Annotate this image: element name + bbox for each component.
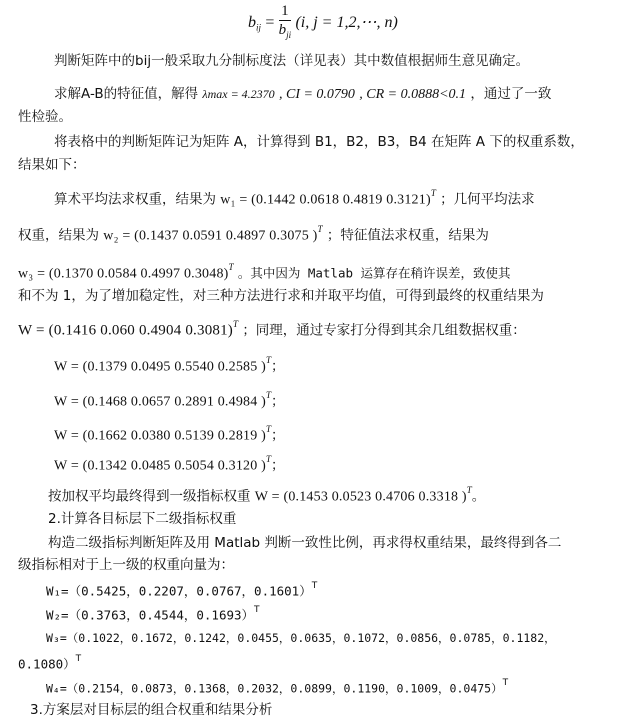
w2-list: W₂=（0.3763，0.4544，0.1693）$^T$ (46, 605, 260, 623)
w-final-vector: W = (0.1416 0.060 0.4904 0.3081) (18, 322, 233, 339)
formula-fraction (279, 2, 292, 44)
paragraph-6: w₃ = (0.1370 0.0584 0.4997 0.3048)$^T$ 。其中因为 Matlab 运算存在稍许误差，致使其 (18, 262, 511, 282)
w1-vector: w₁ = (0.1442 0.0618 0.4819 0.3121) (220, 192, 431, 208)
paragraph-3: 将表格中的判断矩阵记为矩阵 A，计算得到 B1，B2，B3，B4 在矩阵 A 下的权重系数， (54, 134, 584, 150)
lambda-max: λmax = 4.2370 (202, 87, 275, 101)
paragraph-8: W = (0.1416 0.060 0.4904 0.3081)$^T$ ；同理，通过专家打分得到其余几组数据权重： (18, 319, 526, 339)
paragraph-2-cont: 性检验。 (18, 109, 72, 125)
paragraph-1: 判断矩阵中的bij一般采取九分制标度法（详见表）其中数值根据师生意见确定。 (54, 53, 530, 69)
paragraph-2: 求解A-B的特征值，解得 λmax = 4.2370 , CI = 0.0790 , CR = 0.0888<0.1 ，通过了一致 (54, 86, 552, 102)
w3-vector: w₃ = (0.1370 0.0584 0.4997 0.3048) (18, 266, 229, 282)
formula-denominator: $b_{ji}$ (278, 22, 292, 40)
w-primary-vector: W = (0.1453 0.0523 0.4706 0.3318 ) (254, 489, 467, 505)
w1-list: W₁=（0.5425，0.2207，0.0767，0.1601）$^T$ (46, 581, 318, 599)
w-row-2: W = (0.1468 0.0657 0.2891 0.4984 )$^T$； (54, 390, 285, 410)
w4-list: W₄=（0.2154，0.0873，0.1368，0.2032，0.0899，0.1190，0.1009，0.0475）$^T$ (46, 678, 509, 696)
section-heading-3: 3.方案层对目标层的组合权重和结果分析 (30, 702, 273, 718)
paragraph-10-cont: 级指标相对于上一级的权重向量为： (18, 557, 234, 573)
w-row-4: W = (0.1342 0.0485 0.5054 0.3120 )$^T$； (54, 454, 285, 474)
w3-list-cont: 0.1080）$^T$ (18, 654, 82, 672)
paragraph-3-cont: 结果如下： (18, 157, 86, 173)
w2-vector: w₂ = (0.1437 0.0591 0.4897 0.3075 ) (103, 228, 318, 244)
ci-value: , CI = 0.0790 (278, 87, 355, 102)
paragraph-4: 算术平均法求权重，结果为 w₁ = (0.1442 0.0618 0.4819 0.3121)$^T$ ；几何平均法求 (54, 188, 535, 208)
paragraph-10: 构造二级指标判断矩阵及用 Matlab 判断一致性比例，再求得权重结果，最终得到各二 (48, 535, 562, 551)
formula-eq: = (265, 14, 275, 31)
formula-condition: (i, j = 1,2,⋯, n) (295, 14, 398, 31)
w3-list: W₃=（0.1022，0.1672，0.1242，0.0455，0.0635，0.1072，0.0856，0.0785，0.1182， (46, 631, 556, 645)
paragraph-9: 按加权平均最终得到一级指标权重 W = (0.1453 0.0523 0.4706 0.3318 )$^T$。 (48, 485, 486, 505)
formula-lhs: b (248, 14, 256, 31)
section-heading-2: 2.计算各目标层下二级指标权重 (48, 511, 237, 527)
formula-numerator: 1 (279, 2, 292, 21)
formula-bij (248, 2, 398, 44)
paragraph-5: 权重，结果为 w₂ = (0.1437 0.0591 0.4897 0.3075 )$^T$ ；特征值法求权重，结果为 (18, 224, 489, 244)
w-row-3: W = (0.1662 0.0380 0.5139 0.2819 )$^T$； (54, 424, 285, 444)
paragraph-7: 和不为 1，为了增加稳定性，对三种方法进行求和并取平均值，可得到最终的权重结果为 (18, 288, 544, 304)
w-row-1: W = (0.1379 0.0495 0.5540 0.2585 )$^T$； (54, 355, 285, 375)
formula-lhs-sub: ij (256, 22, 262, 33)
cr-value: , CR = 0.0888<0.1 (359, 87, 467, 102)
